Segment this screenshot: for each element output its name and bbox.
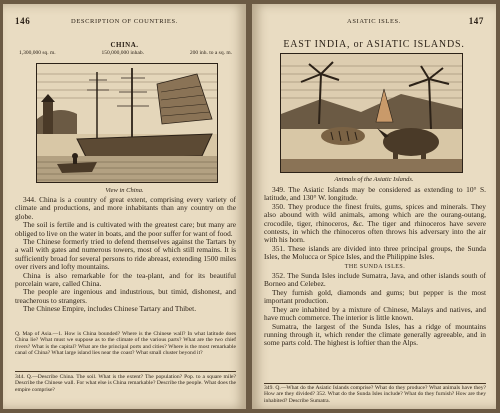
china-harbor-illustration — [37, 64, 218, 183]
china-statistics — [19, 50, 232, 56]
right-page-header — [264, 18, 484, 30]
paragraph-people: The people are ingenious and industrious, but timid, dishonest, and treacherous to strangers. — [15, 287, 236, 305]
sunda-isles-subheading: THE SUNDA ISLES. — [344, 263, 406, 270]
paragraph-furnish: They furnish gold, diamonds and gums; but pepper is the most important production. — [264, 287, 486, 306]
china-figure-caption: View in China. — [105, 187, 144, 194]
questions-divider — [15, 371, 236, 372]
paragraph-351: 351. These islands are divided into three principal groups, the Sunda Isles, the Molucca or Spice Isles, and the Philippine Isles. — [264, 243, 486, 262]
paragraph-352: 352. The Sunda Isles include Sumatra, Java, and other islands south of Borneo and Celebez. — [264, 271, 486, 289]
paragraph-tea: China is also remarkable for the tea-plant, and for its beautiful porcelain ware, called China. — [15, 270, 236, 289]
china-body-text — [15, 196, 236, 314]
animals-figure-caption: Animals of the Asiatic Islands. — [334, 176, 414, 183]
questions-divider-right — [264, 383, 486, 384]
paragraph-349: 349. The Asiatic Islands may be considered as extending to 10° S. latitude, and 130° W. longitude. — [264, 185, 486, 203]
right-running-title: ASIATIC ISLES. — [347, 18, 401, 25]
paragraph-sumatra: Sumatra, the largest of the Sunda Isles, has a ridge of mountains running through it, which render the climate generally agreeable, and in some parts cold. The highest is loftier than the Alps. — [264, 321, 486, 348]
china-population: 150,000,000 inhab. — [101, 50, 144, 56]
china-section-title: CHINA. — [110, 41, 139, 49]
east-india-section-title: EAST INDIA, or ASIATIC ISLANDS. — [283, 39, 465, 50]
animals-illustration — [281, 54, 463, 173]
review-questions-344: 344. Q.—Describe China. The soil. What is the extent? The population? Pop. to a square mile? Describe the Chinese wall. For what else is China remarkable? Describe the people. What does the empire comprise? — [15, 374, 236, 393]
left-page-number: 146 — [15, 16, 31, 26]
left-page-header — [15, 18, 234, 30]
paragraph-empire: The Chinese Empire, includes Chinese Tartary and Thibet. — [23, 304, 197, 314]
china-density: 200 inh. to a sq. m. — [189, 50, 232, 56]
view-in-china-engraving — [36, 63, 218, 183]
china-area: 1,300,000 sq. m. — [19, 50, 56, 56]
paragraph-wall: The Chinese formerly tried to defend themselves against the Tartars by a wall with gates and numerous towers, most of which still remains. It is sufficiently broad for several persons to ride abreast, extending 1500 miles over rivers and lofty mountains. — [15, 237, 236, 272]
left-running-title: DESCRIPTION OF COUNTRIES. — [71, 18, 178, 25]
paragraph-344: 344. China is a country of great extent, comprising every variety of climate and productions, and more inhabitants than any country on the globe. — [15, 195, 236, 221]
left-page — [3, 4, 246, 409]
asiatic-animals-engraving — [280, 53, 463, 173]
asiatic-islands-body-text — [264, 186, 486, 348]
paragraph-inhabited: They are inhabited by a mixture of Chinese, Malays and natives, and have much commerce. The interior is little known. — [264, 304, 486, 323]
right-page — [252, 4, 496, 409]
paragraph-soil: The soil is fertile and is cultivated with the greatest care; but many are obliged to live on the water in boats, and the poor suffer for want of food. — [15, 220, 236, 238]
map-questions: Q. Map of Asia.—1. How is China bounded? Where is the Chinese wall? In what latitude does China lie? What must we suppose as to the climate of the various parts? What are the two chief rivers? What is the capital? What are the principal ports and cities? Where is the most remarkable canal of China? What large island lies near the coast? What small cluster beyond it? — [15, 331, 236, 357]
right-page-number: 147 — [468, 16, 484, 26]
review-questions-349: 349. Q.—What do the Asiatic Islands comprise? What do they produce? What animals have they? How are they divided? 352. What do the Sunda Isles include? What do they furnish? How are they inhabited? Describe Sumatra. — [264, 385, 486, 404]
paragraph-350: 350. They produce the finest fruits, gums, spices and minerals. They also abound with wild animals, among which are the ourang-outang, crocodile, tiger, rhinoceros, &c. The tiger and rhinoceros have severe contests, in which the rhinoceros often throws his adversary into the air with his horn. — [264, 201, 486, 245]
